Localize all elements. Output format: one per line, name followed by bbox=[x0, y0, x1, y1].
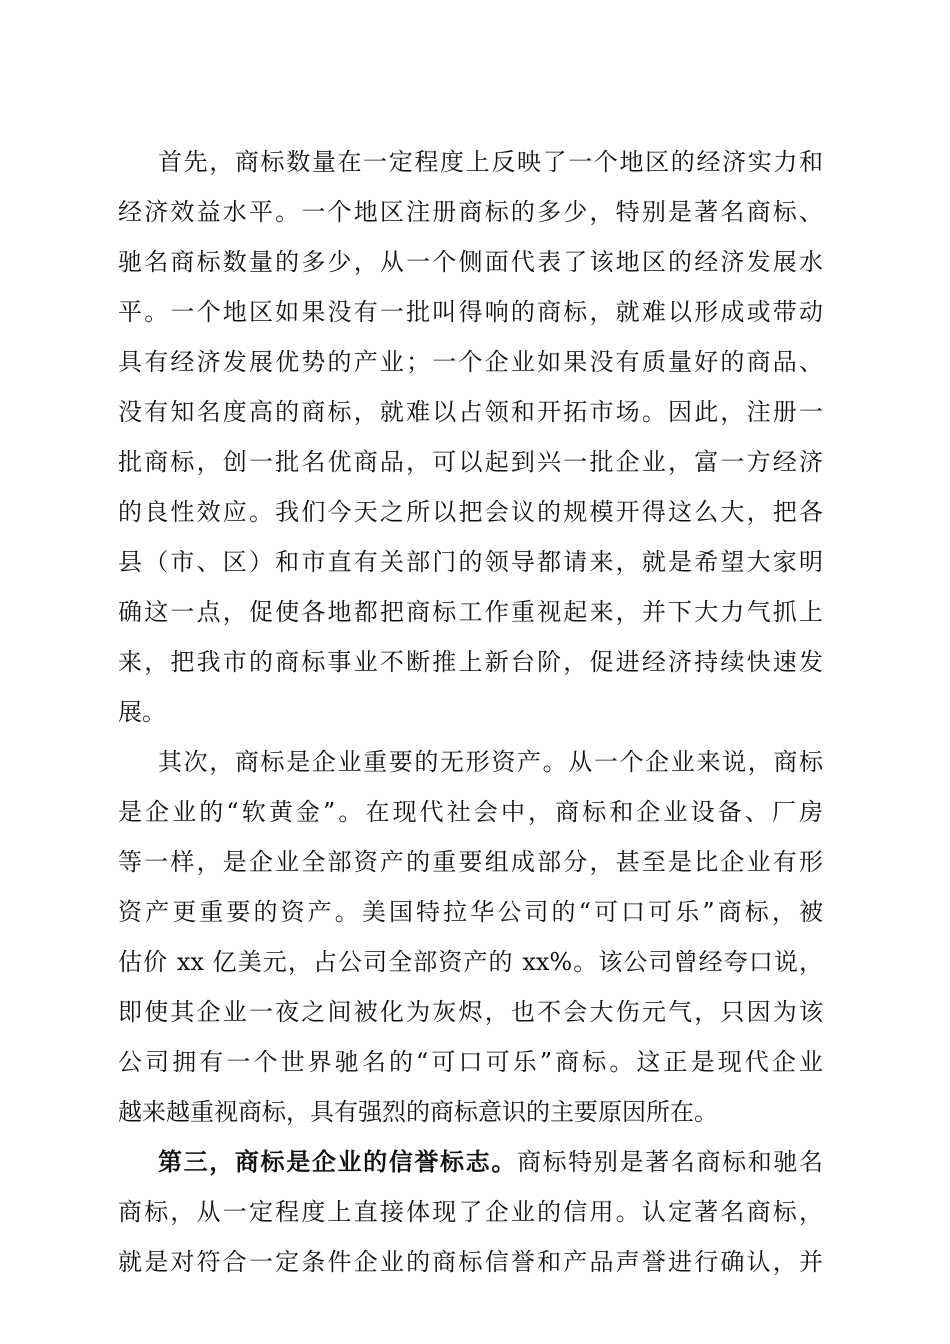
text-line: 县（市、区）和市直有关部门的领导都请来，就是希望大家明 bbox=[118, 548, 823, 576]
text-line: 越来越重视商标，具有强烈的商标意识的主要原因所在。 bbox=[118, 1098, 718, 1126]
text-line bbox=[118, 1137, 823, 1187]
text-line: 确这一点，促使各地都把商标工作重视起来，并下大力气抓上 bbox=[118, 598, 823, 626]
text-line: 就是对符合一定条件企业的商标信誉和产品声誉进行确认，并 bbox=[118, 1248, 823, 1276]
text-line: 来，把我市的商标事业不断推上新台阶，促进经济持续快速发 bbox=[118, 648, 823, 676]
text-line: 展。 bbox=[118, 698, 166, 726]
text-line: 批商标，创一批名优商品，可以起到兴一批企业，富一方经济 bbox=[118, 448, 823, 476]
text-line: 公司拥有一个世界驰名的“可口可乐”商标。这正是现代企业 bbox=[118, 1048, 823, 1076]
paragraph-2 bbox=[118, 737, 823, 1137]
section-heading: 第三，商标是企业的信誉标志。 bbox=[158, 1147, 517, 1176]
text-line: 平。一个地区如果没有一批叫得响的商标，就难以形成或带动 bbox=[118, 298, 823, 326]
text-line: 其次，商标是企业重要的无形资产。从一个企业来说，商标 bbox=[158, 748, 823, 776]
text-line: 经济效益水平。一个地区注册商标的多少，特别是著名商标、 bbox=[118, 198, 823, 226]
text-line: 即使其企业一夜之间被化为灰烬，也不会大伤元气，只因为该 bbox=[118, 998, 823, 1026]
paragraph-3 bbox=[118, 1137, 823, 1287]
text-span: 商标特别是著名商标和驰名 bbox=[516, 1148, 824, 1176]
document-page bbox=[118, 137, 823, 1287]
text-line: 等一样，是企业全部资产的重要组成部分，甚至是比企业有形 bbox=[118, 848, 823, 876]
text-line: 驰名商标数量的多少，从一个侧面代表了该地区的经济发展水 bbox=[118, 248, 823, 276]
text-line: 具有经济发展优势的产业；一个企业如果没有质量好的商品、 bbox=[118, 348, 823, 376]
text-line: 首先，商标数量在一定程度上反映了一个地区的经济实力和 bbox=[158, 148, 823, 176]
text-line: 是企业的“软黄金”。在现代社会中，商标和企业设备、厂房 bbox=[118, 798, 823, 826]
text-line: 没有知名度高的商标，就难以占领和开拓市场。因此，注册一 bbox=[118, 398, 823, 426]
text-line: 的良性效应。我们今天之所以把会议的规模开得这么大，把各 bbox=[118, 498, 823, 526]
text-line: 资产更重要的资产。美国特拉华公司的“可口可乐”商标，被 bbox=[118, 898, 823, 926]
text-line: 商标，从一定程度上直接体现了企业的信用。认定著名商标， bbox=[118, 1198, 823, 1226]
paragraph-1 bbox=[118, 137, 823, 737]
text-line: 估价 xx 亿美元，占公司全部资产的 xx%。该公司曾经夸口说， bbox=[118, 948, 823, 976]
